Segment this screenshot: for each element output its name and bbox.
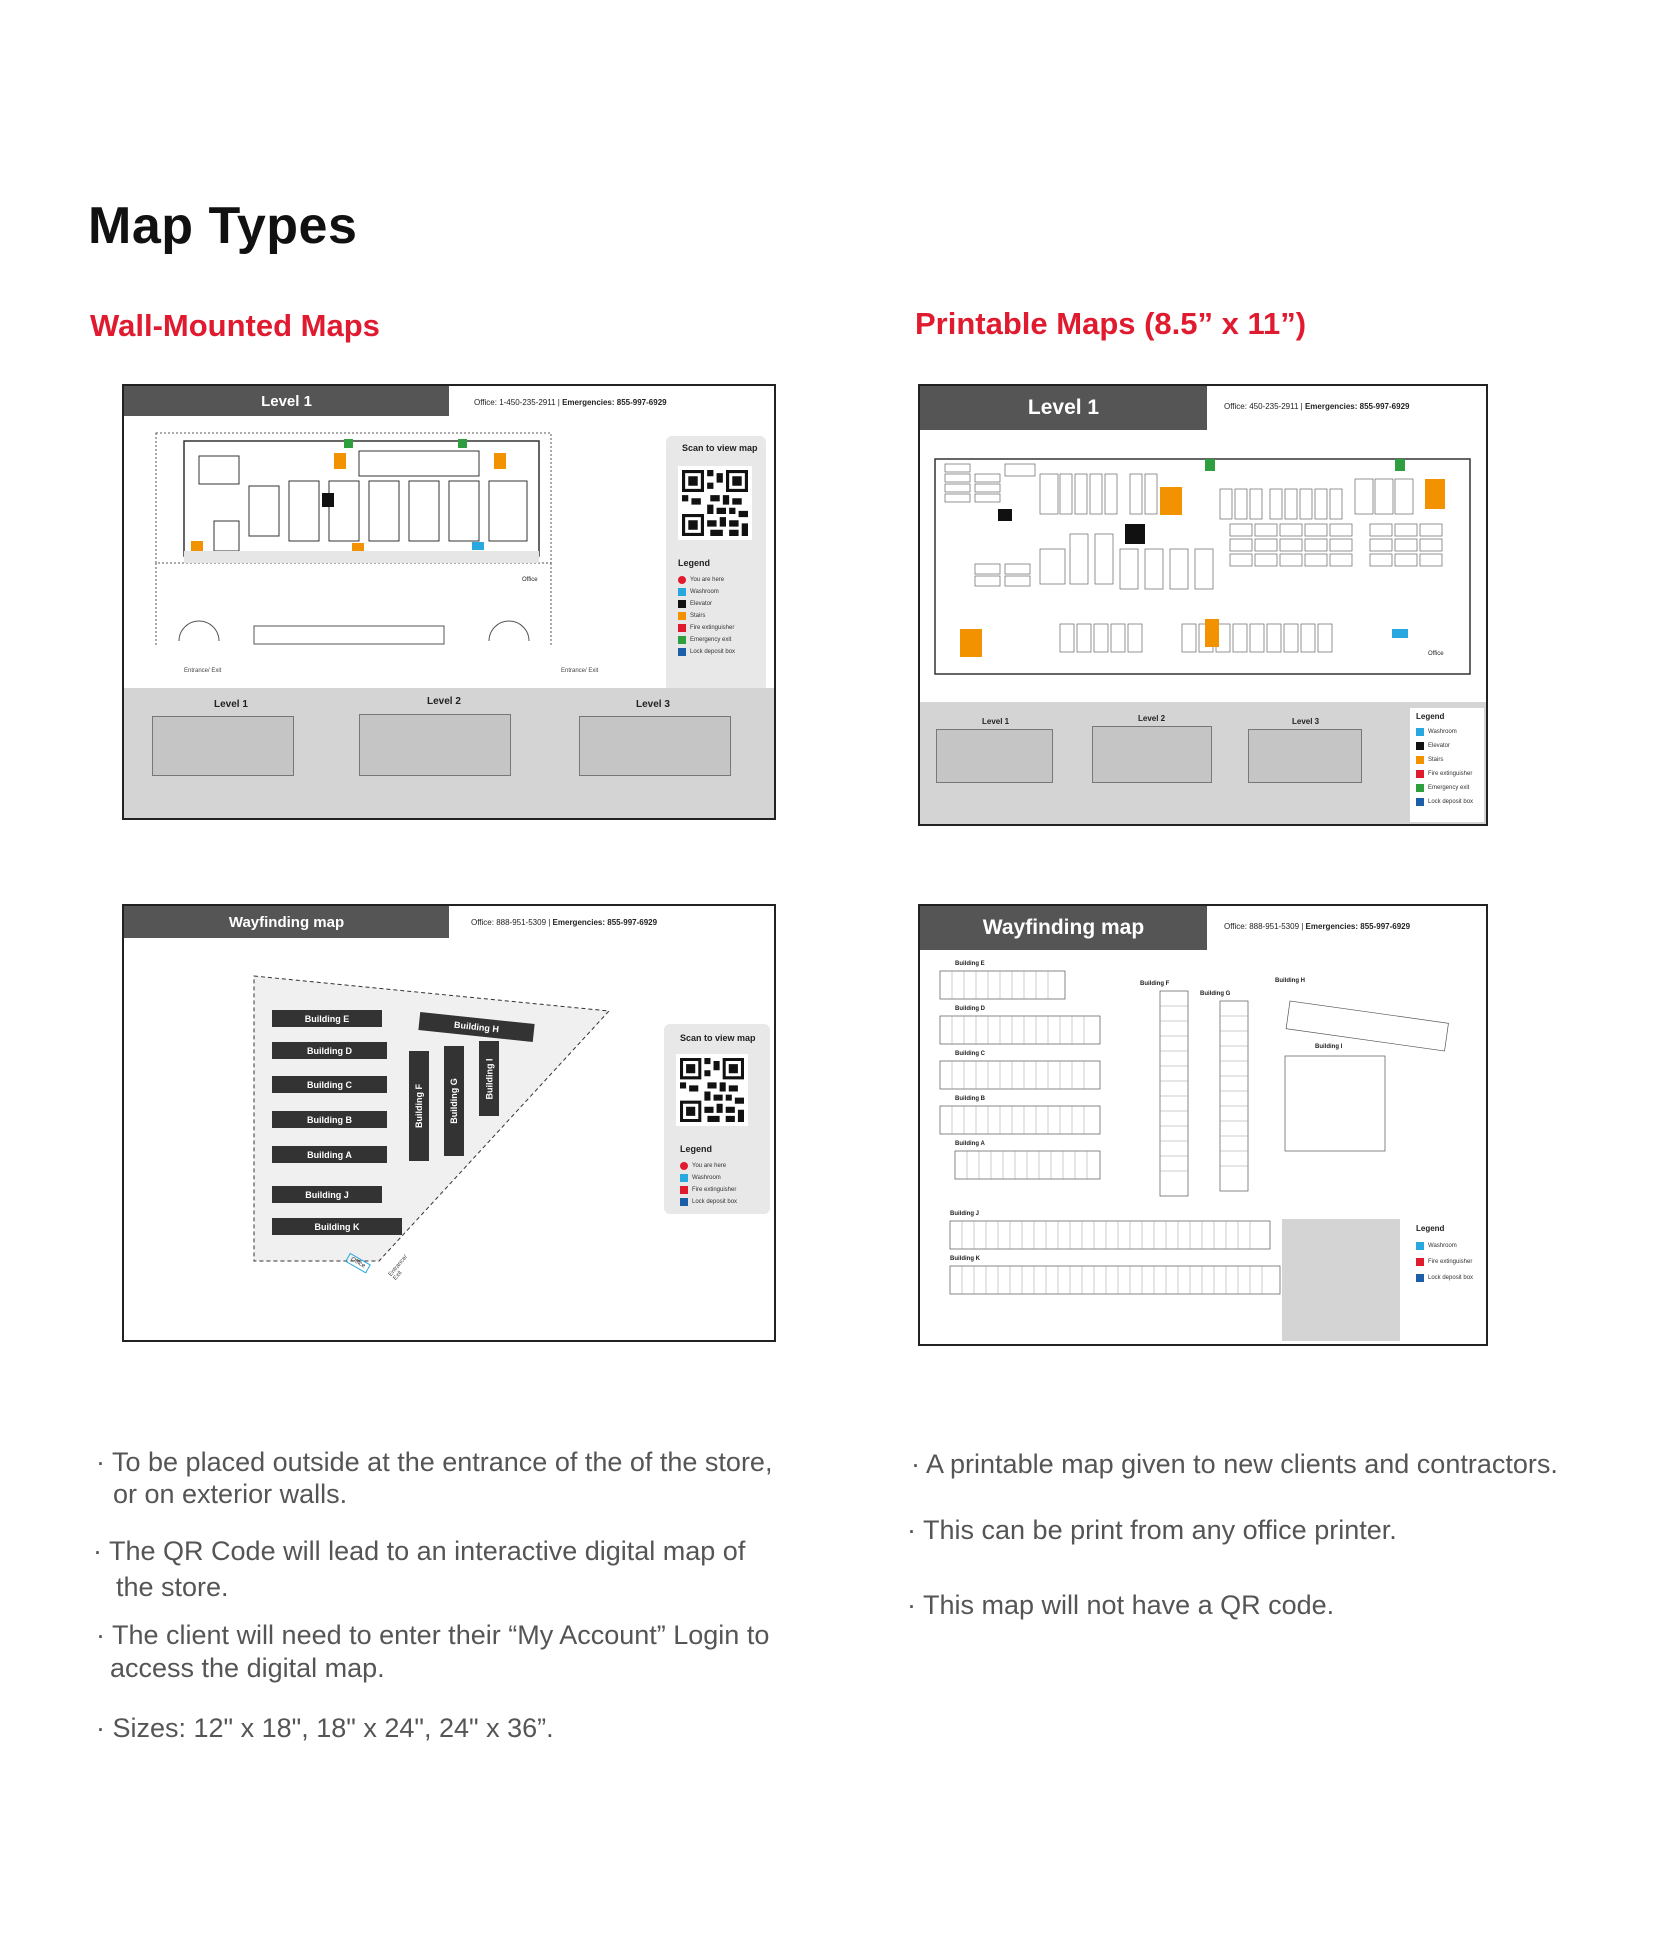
level-label: Level 1	[982, 717, 1010, 726]
print-level1-map	[918, 384, 1488, 826]
washroom-icon	[678, 588, 686, 596]
building-label: Building I	[1315, 1044, 1343, 1050]
office-phone: Office: 450-235-2911	[1224, 402, 1299, 411]
building-label: Building G	[1200, 991, 1231, 997]
overview-minimap	[1282, 1219, 1400, 1341]
map-contact: Office: 1-450-235-2911 | Emergencies: 855-997-6929	[474, 398, 667, 407]
page-title: Map Types	[88, 197, 358, 255]
legend-item: Washroom	[680, 1174, 721, 1182]
level-label: Level 2	[427, 696, 461, 707]
legend-item: Fire extinguisher	[678, 624, 734, 632]
stairs-icon	[1416, 756, 1424, 764]
wall-level1-map	[122, 384, 776, 820]
bullet-text: · The QR Code will lead to an interactive digital map of	[93, 1536, 746, 1566]
washroom-icon	[1416, 728, 1424, 736]
building-label: Building F	[1140, 981, 1170, 987]
building-g: Building G	[444, 1046, 464, 1156]
washroom-icon	[1416, 1242, 1424, 1250]
legend-title: Legend	[680, 1144, 713, 1154]
emergency-phone: Emergencies: 855-997-6929	[1304, 402, 1410, 411]
map-contact: Office: 888-951-5309 | Emergencies: 855-997-6929	[1224, 922, 1411, 931]
office-label: Office	[522, 577, 538, 583]
bullet-text: or on exterior walls.	[113, 1479, 348, 1509]
level-label: Level 2	[1138, 714, 1166, 723]
legend-title: Legend	[1416, 1224, 1445, 1233]
building-e: Building E	[272, 1010, 382, 1027]
exit-label: Entrance/ Exit	[184, 668, 222, 674]
floor-plan	[154, 431, 634, 646]
fire-extinguisher-icon	[680, 1186, 688, 1194]
mini-map-level3	[579, 716, 731, 776]
bullet-text: · Sizes: 12" x 18", 18" x 24", 24" x 36”.	[96, 1713, 554, 1743]
elevator-icon	[1416, 742, 1424, 750]
exit-label: Entrance/ Exit	[561, 668, 599, 674]
qr-title: Scan to view map	[680, 1033, 756, 1043]
washroom-icon	[680, 1174, 688, 1182]
office-label: Office	[1428, 651, 1444, 657]
emergency-phone: Emergencies: 855-997-6929	[1305, 922, 1411, 931]
mini-map-level2	[1092, 726, 1212, 783]
building-f: Building F	[409, 1051, 429, 1161]
emergency-phone: Emergencies: 855-997-6929	[552, 918, 658, 927]
you-are-here-icon	[678, 576, 686, 584]
bullet-text: the store.	[116, 1572, 229, 1602]
legend-item: Elevator	[678, 600, 712, 608]
mini-map-level1	[152, 716, 294, 776]
building-label: Building K	[950, 1256, 980, 1262]
office-phone: Office: 888-951-5309	[471, 918, 547, 927]
emergency-exit-icon	[678, 636, 686, 644]
fire-extinguisher-icon	[1416, 770, 1424, 778]
legend-item: Lock deposit box	[680, 1198, 737, 1206]
legend-item: You are here	[680, 1162, 726, 1170]
exit-label: Entrance/ Exit	[387, 1254, 409, 1282]
mini-map-level3	[1248, 729, 1362, 783]
qr-code-icon	[676, 1054, 748, 1126]
legend-item: Emergency exit	[678, 636, 731, 644]
print-wayfinding-map	[918, 904, 1488, 1346]
legend-item: You are here	[678, 576, 724, 584]
building-d: Building D	[272, 1042, 387, 1059]
building-b: Building B	[272, 1111, 387, 1128]
fire-extinguisher-icon	[1416, 1258, 1424, 1266]
map-header: Level 1	[124, 386, 449, 416]
building-label: Building A	[955, 1141, 985, 1147]
legend-item: Lock deposit box	[678, 648, 735, 656]
elevator-icon	[678, 600, 686, 608]
legend-item: Washroom	[1416, 728, 1457, 736]
building-label: Building C	[955, 1051, 985, 1057]
legend-item: Washroom	[678, 588, 719, 596]
bullet-text: · This map will not have a QR code.	[907, 1590, 1335, 1620]
emergency-exit-icon	[1416, 784, 1424, 792]
wall-wayfinding-map	[122, 904, 776, 1342]
legend-item: Lock deposit box	[1416, 798, 1473, 806]
section-title-printable: Printable Maps (8.5” x 11”)	[915, 306, 1307, 341]
legend-item: Stairs	[678, 612, 705, 620]
legend-item: Fire extinguisher	[1416, 1258, 1472, 1266]
stairs-icon	[678, 612, 686, 620]
building-i: Building I	[479, 1041, 499, 1116]
map-contact: Office: 450-235-2911 | Emergencies: 855-997-6929	[1224, 402, 1410, 411]
legend-item: Emergency exit	[1416, 784, 1469, 792]
section-title-wall-mounted: Wall-Mounted Maps	[90, 308, 380, 343]
bullet-text: · A printable map given to new clients and contractors.	[911, 1449, 1558, 1479]
level-label: Level 3	[636, 699, 670, 710]
map-header: Wayfinding map	[920, 906, 1207, 950]
legend-item: Lock deposit box	[1416, 1274, 1473, 1282]
building-c: Building C	[272, 1076, 387, 1093]
lock-box-icon	[1416, 1274, 1424, 1282]
legend-item: Fire extinguisher	[680, 1186, 736, 1194]
building-label: Building D	[955, 1006, 985, 1012]
building-k: Building K	[272, 1218, 402, 1235]
bullet-text: · The client will need to enter their “My Account” Login to	[96, 1620, 770, 1650]
mini-map-level1	[936, 729, 1053, 783]
building-label: Building H	[1275, 978, 1305, 984]
floor-plan	[930, 454, 1475, 679]
building-j: Building J	[272, 1186, 382, 1203]
building-label: Building E	[955, 961, 985, 967]
building-label: Building B	[955, 1096, 985, 1102]
legend-item: Elevator	[1416, 742, 1450, 750]
mini-map-level2	[359, 714, 511, 776]
level-label: Level 1	[214, 699, 248, 710]
office-phone: Office: 1-450-235-2911	[474, 398, 556, 407]
legend-item: Fire extinguisher	[1416, 770, 1472, 778]
lock-box-icon	[680, 1198, 688, 1206]
legend-item: Stairs	[1416, 756, 1443, 764]
bullet-text: · To be placed outside at the entrance of the of the store,	[96, 1447, 773, 1477]
qr-code-icon	[678, 466, 752, 540]
bullet-text: access the digital map.	[110, 1653, 385, 1683]
building-h: Building H	[418, 1012, 534, 1042]
office-label: Office	[345, 1253, 370, 1273]
legend-item: Washroom	[1416, 1242, 1457, 1250]
map-header: Wayfinding map	[124, 906, 449, 938]
map-header: Level 1	[920, 386, 1207, 430]
emergency-phone: Emergencies: 855-997-6929	[562, 398, 667, 407]
level-label: Level 3	[1292, 717, 1320, 726]
office-phone: Office: 888-951-5309	[1224, 922, 1300, 931]
bullet-text: · This can be print from any office printer.	[907, 1515, 1397, 1545]
fire-extinguisher-icon	[678, 624, 686, 632]
legend-title: Legend	[678, 558, 711, 568]
you-are-here-icon	[680, 1162, 688, 1170]
lock-box-icon	[1416, 798, 1424, 806]
building-label: Building J	[950, 1211, 979, 1217]
building-a: Building A	[272, 1146, 387, 1163]
lock-box-icon	[678, 648, 686, 656]
map-contact: Office: 888-951-5309 | Emergencies: 855-997-6929	[471, 918, 658, 927]
qr-title: Scan to view map	[682, 443, 758, 453]
legend-title: Legend	[1416, 712, 1445, 721]
